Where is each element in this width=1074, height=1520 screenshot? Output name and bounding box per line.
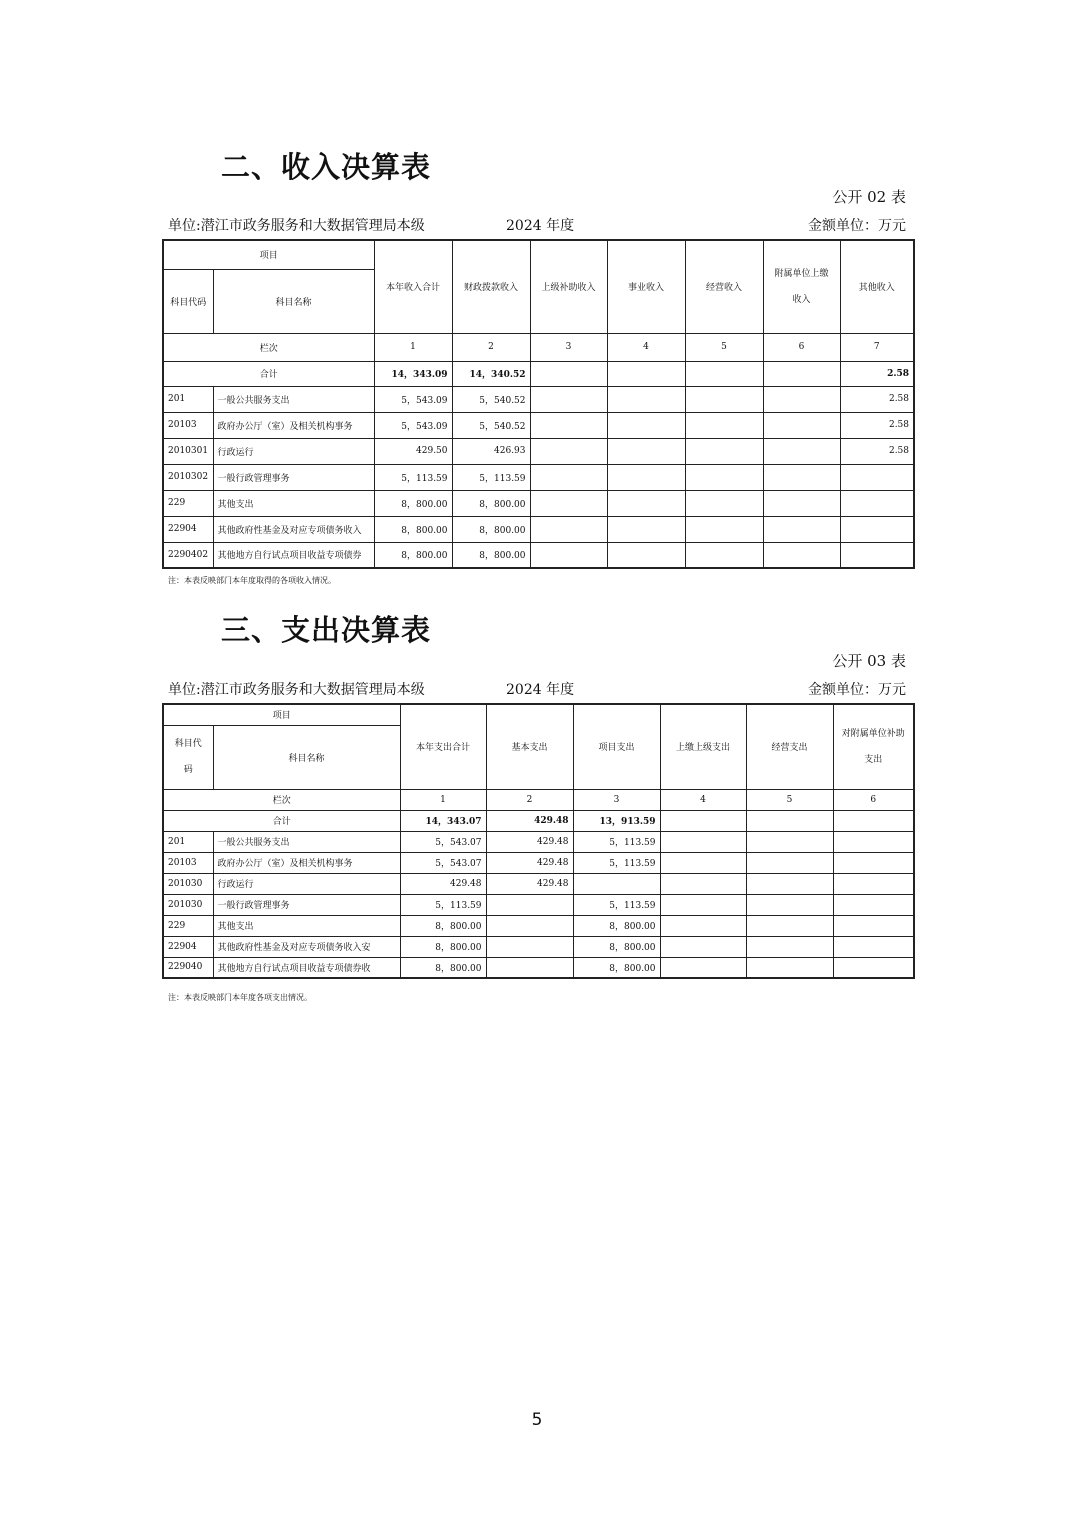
expense-col-index: 5 — [746, 789, 833, 810]
expense-table — [162, 703, 915, 979]
row-value — [833, 894, 914, 915]
income-header-item: 项目 — [163, 240, 374, 269]
expense-header-name: 科目名称 — [213, 725, 400, 789]
row-value: 5，540.52 — [452, 386, 530, 412]
income-col-index: 2 — [452, 333, 530, 361]
row-name: 其他政府性基金及对应专项债务收入安 — [213, 936, 400, 957]
expense-col-index-label: 栏次 — [163, 789, 400, 810]
table-row — [163, 894, 914, 915]
table-row — [163, 490, 914, 516]
row-name: 其他支出 — [213, 915, 400, 936]
row-value: 8，800.00 — [573, 936, 660, 957]
income-col-index: 5 — [685, 333, 763, 361]
row-value — [746, 894, 833, 915]
row-value — [607, 516, 685, 542]
expense-amount-unit: 金额单位：万元 — [808, 682, 906, 698]
row-code: 2290402 — [163, 542, 213, 568]
row-value — [746, 936, 833, 957]
expense-total-cell — [833, 810, 914, 831]
expense-total-cell: 429.48 — [486, 810, 573, 831]
row-value — [763, 438, 840, 464]
row-value — [607, 464, 685, 490]
row-value — [833, 852, 914, 873]
row-value — [840, 516, 914, 542]
row-code: 20103 — [163, 852, 213, 873]
expense-col-index: 4 — [660, 789, 746, 810]
income-col-index: 7 — [840, 333, 914, 361]
row-value — [607, 438, 685, 464]
row-value — [685, 542, 763, 568]
expense-form-number: 公开 03 表 — [832, 652, 906, 670]
income-col-index: 6 — [763, 333, 840, 361]
income-total-cell: 2.58 — [840, 361, 914, 386]
row-value — [660, 915, 746, 936]
row-value — [763, 542, 840, 568]
row-code: 20103 — [163, 412, 213, 438]
expense-header-code: 科目代码 — [163, 725, 213, 789]
row-value: 5，113.59 — [573, 852, 660, 873]
table-row — [163, 386, 914, 412]
row-value: 429.48 — [486, 873, 573, 894]
row-value — [685, 490, 763, 516]
row-name: 其他支出 — [213, 490, 374, 516]
row-value: 5，543.07 — [400, 852, 486, 873]
row-value: 8，800.00 — [374, 490, 452, 516]
row-value — [530, 386, 607, 412]
row-value: 5，540.52 — [452, 412, 530, 438]
expense-total-label: 合计 — [163, 810, 400, 831]
expense-table-body — [163, 704, 914, 978]
income-col-index-label: 栏次 — [163, 333, 374, 361]
expense-col-index: 2 — [486, 789, 573, 810]
expense-total-cell: 14，343.07 — [400, 810, 486, 831]
row-value — [530, 542, 607, 568]
row-name: 行政运行 — [213, 438, 374, 464]
income-header-code: 科目代码 — [163, 269, 213, 333]
row-code: 22904 — [163, 936, 213, 957]
row-value — [746, 915, 833, 936]
row-value — [530, 412, 607, 438]
table-row — [163, 831, 914, 852]
row-code: 2010302 — [163, 464, 213, 490]
row-value — [660, 873, 746, 894]
row-name: 其他地方自行试点项目收益专项债券收 — [213, 957, 400, 978]
row-value — [685, 438, 763, 464]
row-value — [685, 464, 763, 490]
row-value — [763, 412, 840, 438]
row-value — [833, 936, 914, 957]
income-total-cell: 14，343.09 — [374, 361, 452, 386]
row-value — [660, 831, 746, 852]
income-amount-unit: 金额单位：万元 — [808, 218, 906, 234]
expense-col-index-row — [163, 789, 914, 810]
row-name: 政府办公厅（室）及相关机构事务 — [213, 412, 374, 438]
table-row — [163, 957, 914, 978]
expense-total-cell — [746, 810, 833, 831]
income-header-col: 本年收入合计 — [374, 240, 452, 333]
income-header-col: 附属单位上缴收入 — [763, 240, 840, 333]
row-value — [833, 873, 914, 894]
row-value — [763, 464, 840, 490]
income-header-col: 事业收入 — [607, 240, 685, 333]
row-value: 426.93 — [452, 438, 530, 464]
row-code: 201 — [163, 386, 213, 412]
row-value: 429.50 — [374, 438, 452, 464]
expense-note: 注：本表反映部门本年度各项支出情况。 — [168, 993, 312, 1002]
row-name: 政府办公厅（室）及相关机构事务 — [213, 852, 400, 873]
row-value: 2.58 — [840, 412, 914, 438]
expense-total-cell: 13，913.59 — [573, 810, 660, 831]
row-value — [660, 852, 746, 873]
row-code: 22904 — [163, 516, 213, 542]
row-value — [486, 915, 573, 936]
income-col-index-row — [163, 333, 914, 361]
row-value — [607, 490, 685, 516]
expense-header-item: 项目 — [163, 704, 400, 725]
row-value — [685, 412, 763, 438]
row-value — [840, 464, 914, 490]
row-value — [763, 490, 840, 516]
table-row — [163, 936, 914, 957]
row-value: 2.58 — [840, 386, 914, 412]
row-code: 229040 — [163, 957, 213, 978]
table-row — [163, 412, 914, 438]
row-value: 5，543.09 — [374, 412, 452, 438]
row-value: 8，800.00 — [400, 936, 486, 957]
row-value — [486, 936, 573, 957]
row-value: 429.48 — [486, 852, 573, 873]
income-total-cell — [530, 361, 607, 386]
expense-year: 2024 年度 — [506, 682, 575, 698]
row-value: 8，800.00 — [400, 957, 486, 978]
row-value: 2.58 — [840, 438, 914, 464]
row-value — [746, 831, 833, 852]
expense-col-index: 1 — [400, 789, 486, 810]
row-name: 行政运行 — [213, 873, 400, 894]
row-value — [840, 490, 914, 516]
row-code: 201030 — [163, 894, 213, 915]
row-value: 8，800.00 — [374, 542, 452, 568]
expense-header-col: 本年支出合计 — [400, 704, 486, 789]
income-header-col: 经营收入 — [685, 240, 763, 333]
expense-header-col: 基本支出 — [486, 704, 573, 789]
row-name: 一般公共服务支出 — [213, 831, 400, 852]
income-form-number: 公开 02 表 — [832, 188, 906, 206]
row-value — [833, 957, 914, 978]
row-code: 2010301 — [163, 438, 213, 464]
table-row — [163, 516, 914, 542]
income-col-index: 3 — [530, 333, 607, 361]
row-value — [685, 516, 763, 542]
row-value — [685, 386, 763, 412]
income-note: 注：本表反映部门本年度取得的各项收入情况。 — [168, 576, 336, 585]
income-header-name: 科目名称 — [213, 269, 374, 333]
expense-col-index: 3 — [573, 789, 660, 810]
row-value — [660, 957, 746, 978]
row-name: 一般公共服务支出 — [213, 386, 374, 412]
row-value — [486, 894, 573, 915]
row-value — [530, 464, 607, 490]
row-value: 5，543.07 — [400, 831, 486, 852]
row-value — [833, 915, 914, 936]
row-code: 201 — [163, 831, 213, 852]
row-value: 5，113.59 — [573, 831, 660, 852]
row-value — [833, 831, 914, 852]
income-year: 2024 年度 — [506, 218, 575, 234]
row-value: 8，800.00 — [573, 915, 660, 936]
row-value — [763, 386, 840, 412]
page-number: 5 — [531, 1410, 543, 1430]
row-value: 5，113.59 — [374, 464, 452, 490]
row-value — [660, 894, 746, 915]
income-total-label: 合计 — [163, 361, 374, 386]
income-total-cell — [685, 361, 763, 386]
row-value: 8，800.00 — [452, 542, 530, 568]
income-total-cell: 14，340.52 — [452, 361, 530, 386]
row-value: 5，113.59 — [573, 894, 660, 915]
row-value — [660, 936, 746, 957]
row-value — [607, 412, 685, 438]
income-table-body — [163, 240, 914, 568]
income-col-index: 1 — [374, 333, 452, 361]
row-value — [486, 957, 573, 978]
row-value — [763, 516, 840, 542]
row-value — [530, 438, 607, 464]
row-value: 8，800.00 — [374, 516, 452, 542]
income-table — [162, 239, 915, 569]
row-name: 其他地方自行试点项目收益专项债券 — [213, 542, 374, 568]
table-row — [163, 542, 914, 568]
row-value: 8，800.00 — [452, 516, 530, 542]
row-value — [573, 873, 660, 894]
expense-title: 三、支出决算表 — [221, 613, 432, 647]
row-name: 一般行政管理事务 — [213, 464, 374, 490]
row-value — [746, 873, 833, 894]
income-total-row — [163, 361, 914, 386]
expense-header-col: 上缴上级支出 — [660, 704, 746, 789]
expense-col-index: 6 — [833, 789, 914, 810]
row-value: 8，800.00 — [400, 915, 486, 936]
expense-total-cell — [660, 810, 746, 831]
row-value — [530, 516, 607, 542]
table-row — [163, 464, 914, 490]
expense-header-col: 对附属单位补助支出 — [833, 704, 914, 789]
row-value — [530, 490, 607, 516]
row-value — [607, 386, 685, 412]
row-code: 229 — [163, 915, 213, 936]
row-value: 8，800.00 — [452, 490, 530, 516]
row-code: 229 — [163, 490, 213, 516]
income-unit: 单位:潜江市政务服务和大数据管理局本级 — [168, 218, 425, 234]
income-title: 二、收入决算表 — [221, 150, 432, 184]
row-value: 429.48 — [486, 831, 573, 852]
row-value: 429.48 — [400, 873, 486, 894]
income-header-col: 其他收入 — [840, 240, 914, 333]
row-value — [746, 957, 833, 978]
row-value: 5，113.59 — [452, 464, 530, 490]
row-name: 其他政府性基金及对应专项债务收入 — [213, 516, 374, 542]
table-row — [163, 915, 914, 936]
row-value: 5，113.59 — [400, 894, 486, 915]
table-row — [163, 873, 914, 894]
row-value — [746, 852, 833, 873]
expense-header-col: 项目支出 — [573, 704, 660, 789]
row-value: 8，800.00 — [573, 957, 660, 978]
row-value — [607, 542, 685, 568]
row-name: 一般行政管理事务 — [213, 894, 400, 915]
income-header-col: 上级补助收入 — [530, 240, 607, 333]
expense-header-col: 经营支出 — [746, 704, 833, 789]
table-row — [163, 438, 914, 464]
row-value: 5，543.09 — [374, 386, 452, 412]
row-code: 201030 — [163, 873, 213, 894]
income-total-cell — [763, 361, 840, 386]
income-col-index: 4 — [607, 333, 685, 361]
expense-unit: 单位:潜江市政务服务和大数据管理局本级 — [168, 682, 425, 698]
income-total-cell — [607, 361, 685, 386]
row-value — [840, 542, 914, 568]
table-row — [163, 852, 914, 873]
income-header-col: 财政拨款收入 — [452, 240, 530, 333]
expense-total-row — [163, 810, 914, 831]
